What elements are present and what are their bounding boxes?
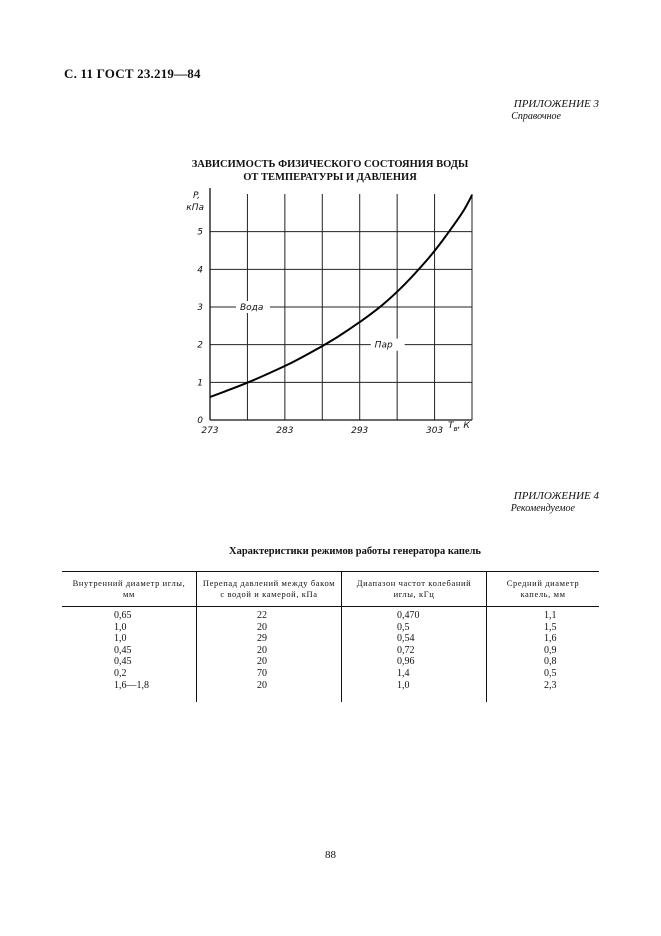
y-axis-label-line-1: P, (192, 191, 200, 201)
cell-drop-diameter: 0,5 (487, 668, 600, 680)
table-row (62, 668, 599, 680)
cell-pressure-drop: 29 (197, 633, 342, 645)
y-tick-label: 5 (197, 227, 203, 238)
table-row (62, 680, 599, 703)
x-tick-label: 303 (425, 426, 444, 436)
x-axis-label (448, 421, 470, 433)
cell-drop-diameter: 1,6 (487, 633, 600, 645)
cell-drop-diameter: 2,3 (487, 680, 600, 703)
cell-pressure-drop: 20 (197, 645, 342, 657)
table-row (62, 633, 599, 645)
cell-drop-diameter: 1,1 (487, 607, 600, 622)
y-tick-label: 3 (197, 303, 203, 313)
appendix-4-title: ПРИЛОЖЕНИЕ 4 (513, 490, 599, 502)
region-label: Вода (239, 303, 264, 313)
table-row (62, 622, 599, 634)
chart-title (120, 158, 540, 184)
region-label: Пар (374, 340, 393, 351)
y-tick-label: 1 (197, 378, 203, 389)
chart-title-line-2: ОТ ТЕМПЕРАТУРЫ И ДАВЛЕНИЯ (243, 172, 417, 183)
page-number: 88 (325, 849, 336, 861)
table-header-frequency-range: Диапазон частот колебаний иглы, кГц (342, 572, 487, 607)
y-tick-label: 4 (197, 265, 203, 276)
cell-needle-diameter: 0,2 (114, 667, 127, 679)
table-row (62, 645, 599, 657)
table-header-drop-diameter: Средний диаметр капель, мм (487, 572, 600, 607)
cell-needle-diameter: 1,6—1,8 (114, 679, 149, 691)
y-tick-label: 2 (197, 340, 203, 351)
cell-needle-diameter: 0,45 (114, 644, 132, 656)
y-tick-label: 0 (197, 416, 203, 426)
x-tick-label: 283 (276, 426, 294, 436)
table-row (62, 607, 599, 622)
cell-frequency-range: 1,4 (342, 668, 487, 680)
y-axis-label-line-2: кПа (186, 203, 204, 213)
table-header-row (62, 572, 599, 607)
x-tick-label: 273 (201, 426, 219, 436)
chart-title-line-1: ЗАВИСИМОСТЬ ФИЗИЧЕСКОГО СОСТОЯНИЯ ВОДЫ (191, 159, 469, 170)
cell-needle-diameter: 0,45 (114, 656, 132, 668)
x-tick-label: 293 (351, 426, 369, 436)
appendix-3-title: ПРИЛОЖЕНИЕ 3 (513, 98, 599, 110)
cell-pressure-drop: 20 (197, 656, 342, 668)
cell-frequency-range: 0,470 (342, 607, 487, 622)
appendix-3-status: Справочное (511, 111, 561, 122)
cell-pressure-drop: 22 (197, 607, 342, 622)
cell-pressure-drop: 20 (197, 680, 342, 703)
cell-frequency-range: 1,0 (342, 680, 487, 703)
chart-labels (186, 191, 470, 436)
cell-drop-diameter: 0,8 (487, 656, 600, 668)
cell-pressure-drop: 70 (197, 668, 342, 680)
x-axis-label-subscript: в (453, 425, 458, 433)
chart-series (210, 195, 472, 397)
table-header-pressure-drop: Перепад давлений между баком с водой и камерой, кПа (197, 572, 342, 607)
saturation-curve (210, 195, 472, 397)
cell-needle-diameter: 1,0 (114, 633, 127, 645)
cell-frequency-range: 0,72 (342, 645, 487, 657)
phase-chart (180, 186, 500, 436)
cell-needle-diameter: 1,0 (114, 621, 127, 633)
table-header-needle-diameter: Внутренний диаметр иглы, мм (62, 572, 197, 607)
cell-frequency-range: 0,54 (342, 633, 487, 645)
cell-pressure-drop: 20 (197, 622, 342, 634)
cell-drop-diameter: 1,5 (487, 622, 600, 634)
table-row (62, 656, 599, 668)
page-header: С. 11 ГОСТ 23.219—84 (64, 66, 201, 81)
cell-frequency-range: 0,96 (342, 656, 487, 668)
droplet-generator-table (62, 571, 599, 702)
cell-frequency-range: 0,5 (342, 622, 487, 634)
x-axis-label-symbol: T (448, 421, 454, 431)
table-body (62, 607, 599, 703)
cell-needle-diameter: 0,65 (114, 610, 132, 621)
cell-drop-diameter: 0,9 (487, 645, 600, 657)
x-axis-label-unit: , К (457, 421, 470, 431)
table-title: Характеристики режимов работы генератора капель (229, 546, 481, 557)
appendix-4-status: Рекомендуемое (510, 503, 575, 514)
